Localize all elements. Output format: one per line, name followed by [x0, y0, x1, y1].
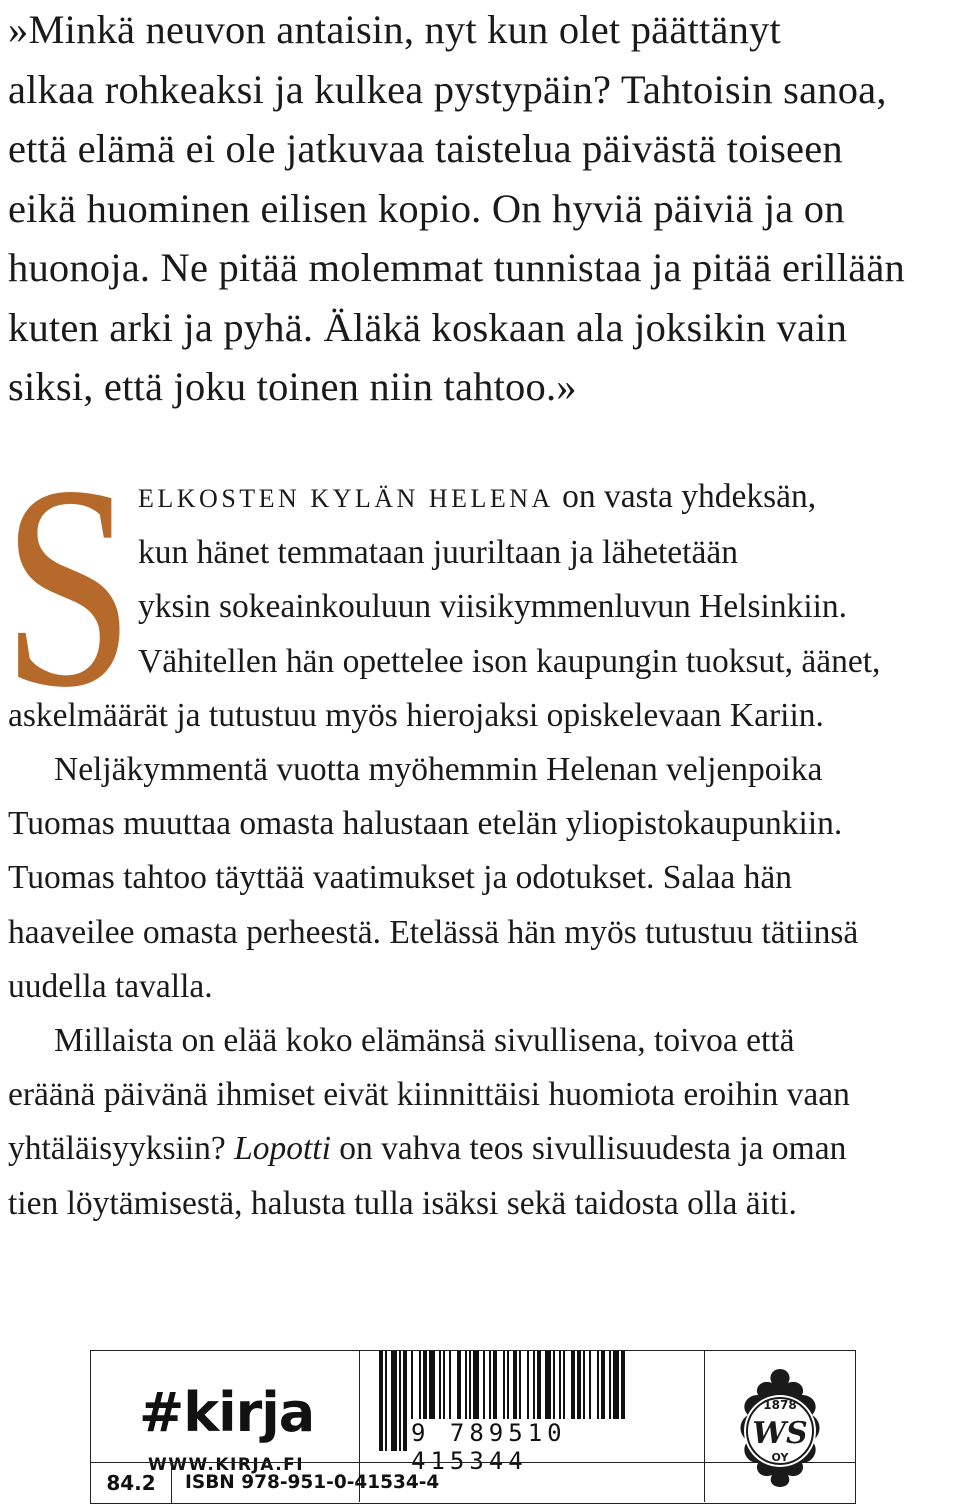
barcode-digits: 9 789510 415344: [409, 1419, 704, 1475]
line-pre: yhtäläisyyksiin?: [8, 1130, 235, 1168]
description-line: [8, 1122, 960, 1176]
book-title: Lopotti: [234, 1130, 331, 1168]
line-post: on vahva teos sivullisuudesta ja oman: [330, 1130, 847, 1168]
ws-suffix: OY: [771, 1451, 789, 1464]
ws-monogram: WS: [752, 1416, 808, 1451]
description-line: Vähitellen hän opettelee ison kaupungin tuoksut, äänet,: [138, 642, 881, 680]
quote-line: huonoja. Ne pitää molemmat tunnistaa ja pitää erillään: [8, 245, 905, 290]
drop-cap: S: [2, 426, 135, 747]
description-line: askelmäärät ja tutustuu myös hierojaksi opiskelevaan Kariin.: [8, 696, 824, 734]
publisher-info-box: [90, 1350, 856, 1504]
ws-logo-cell: [704, 1351, 856, 1502]
ws-year: 1878: [763, 1398, 797, 1412]
description-line: Neljäkymmentä vuotta myöhemmin Helenan veljenpoika: [54, 751, 823, 789]
description-line: kun hänet temmataan juuriltaan ja lähetetään: [138, 534, 738, 572]
lead-smallcaps: ELKOSTEN KYLÄN HELENA: [138, 484, 554, 513]
barcode-bar: [379, 1351, 383, 1451]
description-line: Millaista on elää koko elämänsä sivullisena, toivoa että: [54, 1022, 795, 1060]
publisher-url: WWW.KIRJA.FI: [148, 1455, 305, 1475]
barcode-bar: [385, 1351, 387, 1451]
isbn-text: ISBN 978-951-0-41534-4: [185, 1472, 440, 1493]
description-line: uudella tavalla.: [8, 967, 213, 1005]
wsoy-logo-icon: [722, 1365, 838, 1489]
quote-line: eikä huominen eilisen kopio. On hyviä päiviä ja on: [8, 185, 845, 231]
description-line: eräänä päivänä ihmiset eivät kiinnittäisi huomiota eroihin vaan: [8, 1076, 850, 1114]
barcode-bar: [391, 1351, 397, 1451]
description-line: tien löytämisestä, halusta tulla isäksi sekä taidosta olla äiti.: [8, 1184, 797, 1222]
description-line: Tuomas tahtoo täyttää vaatimukset ja odotukset. Salaa hän: [8, 859, 792, 897]
book-description: [8, 470, 960, 1231]
barcode-bar: [403, 1351, 407, 1451]
description-line: haaveilee omasta perheestä. Etelässä hän myös tutustuu tätiinsä: [8, 913, 859, 951]
quote-line: »Minkä neuvon antaisin, nyt kun olet päättänyt: [8, 7, 781, 52]
description-line: yksin sokeainkouluun viisikymmenluvun Helsinkiin.: [138, 588, 848, 626]
lead-rest: on vasta yhdeksän,: [553, 478, 817, 515]
kirja-logo: #kirja: [139, 1381, 315, 1444]
quote-line: siksi, että joku toinen niin tahtoo.»: [8, 364, 577, 409]
price-code: 84.2: [91, 1463, 172, 1503]
back-cover-quote: [8, 0, 958, 417]
quote-line: että elämä ei ole jatkuvaa taistelua päivästä toiseen: [8, 126, 843, 171]
barcode-bar: [399, 1351, 401, 1451]
quote-line: alkaa rohkeaksi ja kulkea pystypäin? Tahtoisin sanoa,: [8, 66, 887, 112]
description-line: Tuomas muuttaa omasta halustaan etelän yliopistokaupunkiin.: [8, 805, 843, 843]
quote-line: kuten arki ja pyhä. Äläkä koskaan ala joksikin vain: [8, 304, 848, 350]
description-lead-line: [8, 470, 960, 526]
